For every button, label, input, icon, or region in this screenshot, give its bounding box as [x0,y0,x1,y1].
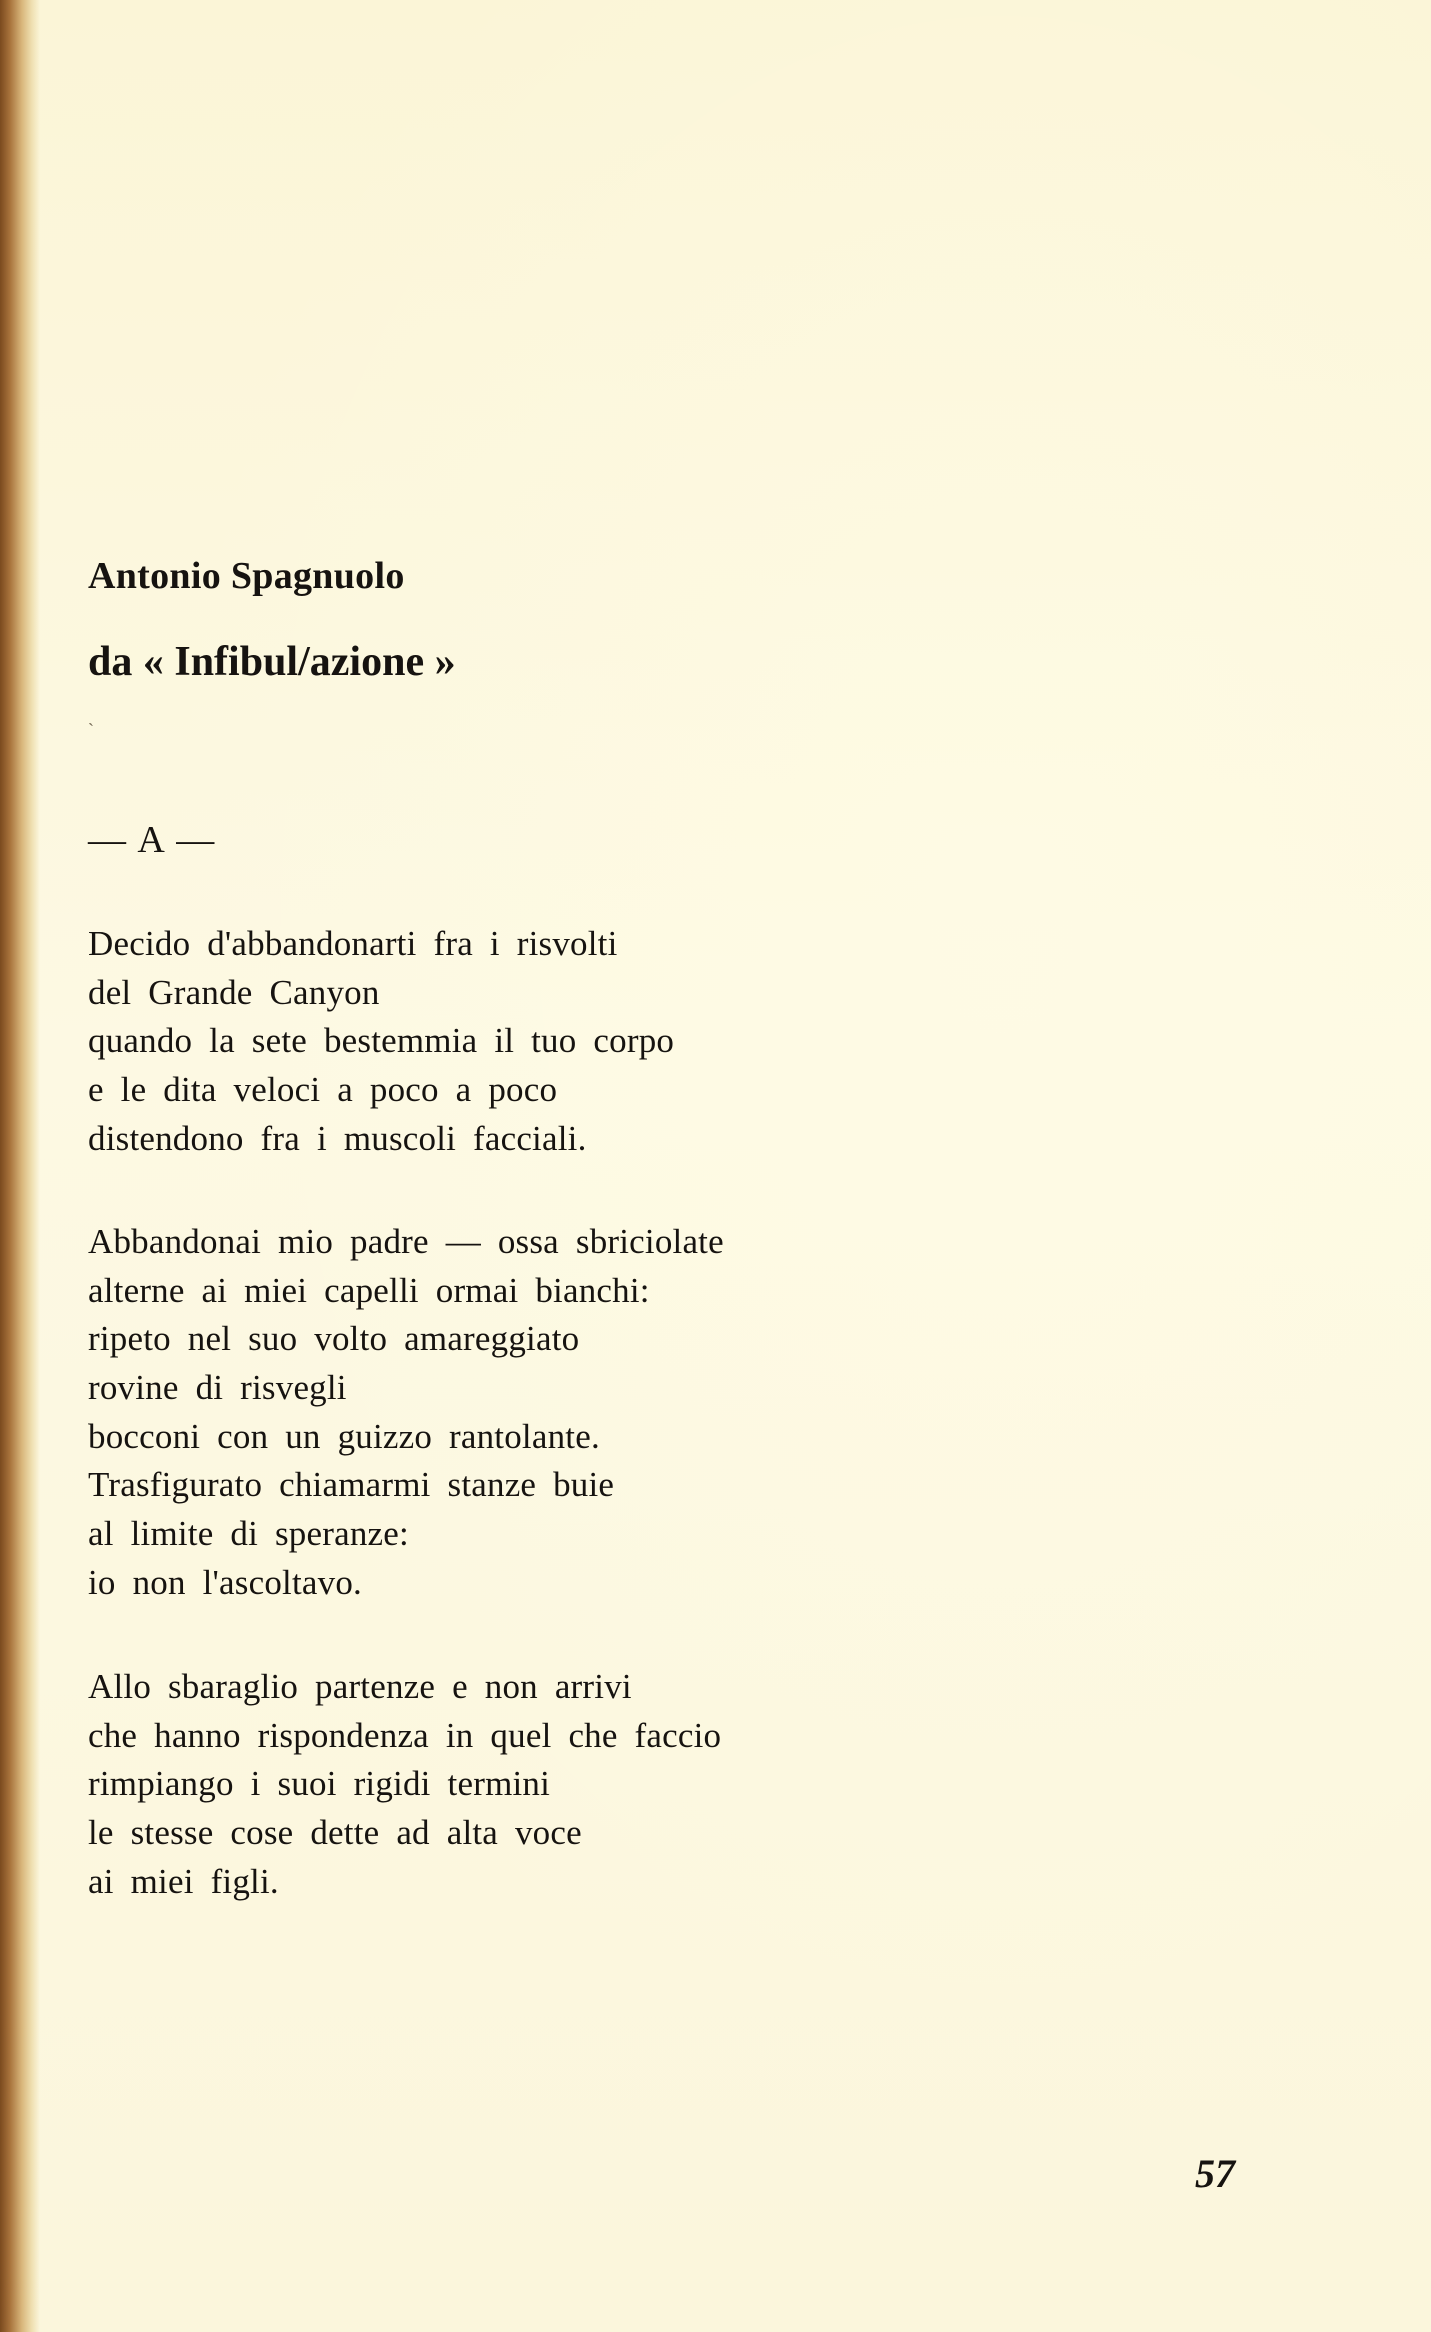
verse-line: Abbandonai mio padre — ossa sbriciolate [88,1222,724,1261]
verse-line: quando la sete bestemmia il tuo corpo [88,1021,675,1061]
verse-line: alterne ai miei capelli ormai bianchi: [88,1270,650,1310]
verse-line: al limite di speranze: [88,1514,409,1554]
verse-line: rovine di risvegli [88,1368,347,1408]
verse-line: Allo sbaraglio partenze e non arrivi [88,1667,632,1706]
verse-line: distendono fra i muscoli facciali. [88,1118,587,1158]
stanza-1 [88,920,988,1163]
verse-line: bocconi con un guizzo rantolante. [88,1416,600,1456]
verse-line: io non l'ascoltavo. [88,1562,362,1602]
stray-mark: ˎ [88,706,94,726]
author-name: Antonio Spagnuolo [88,555,405,597]
stanza-3 [88,1663,988,1906]
stanza-2 [88,1218,988,1608]
page-number: 57 [1195,2151,1235,2196]
verse-line: che hanno rispondenza in quel che faccio [88,1715,722,1755]
verse-line: ai miei figli. [88,1861,279,1901]
verse-line: ripeto nel suo volto amareggiato [88,1319,580,1359]
section-marker: — A — [88,819,217,861]
verse-line: e le dita veloci a poco a poco [88,1070,558,1110]
verse-line: le stesse cose dette ad alta voce [88,1813,582,1853]
poem-title: da « Infibul/azione » [88,639,456,685]
verse-line: Trasfigurato chiamarmi stanze buie [88,1465,615,1505]
verse-line: rimpiango i suoi rigidi termini [88,1764,551,1804]
poem-header [88,548,1088,604]
verse-line: del Grande Canyon [88,972,380,1012]
book-spine-shadow [0,0,40,2332]
verse-line: Decido d'abbandonarti fra i risvolti [88,924,618,963]
